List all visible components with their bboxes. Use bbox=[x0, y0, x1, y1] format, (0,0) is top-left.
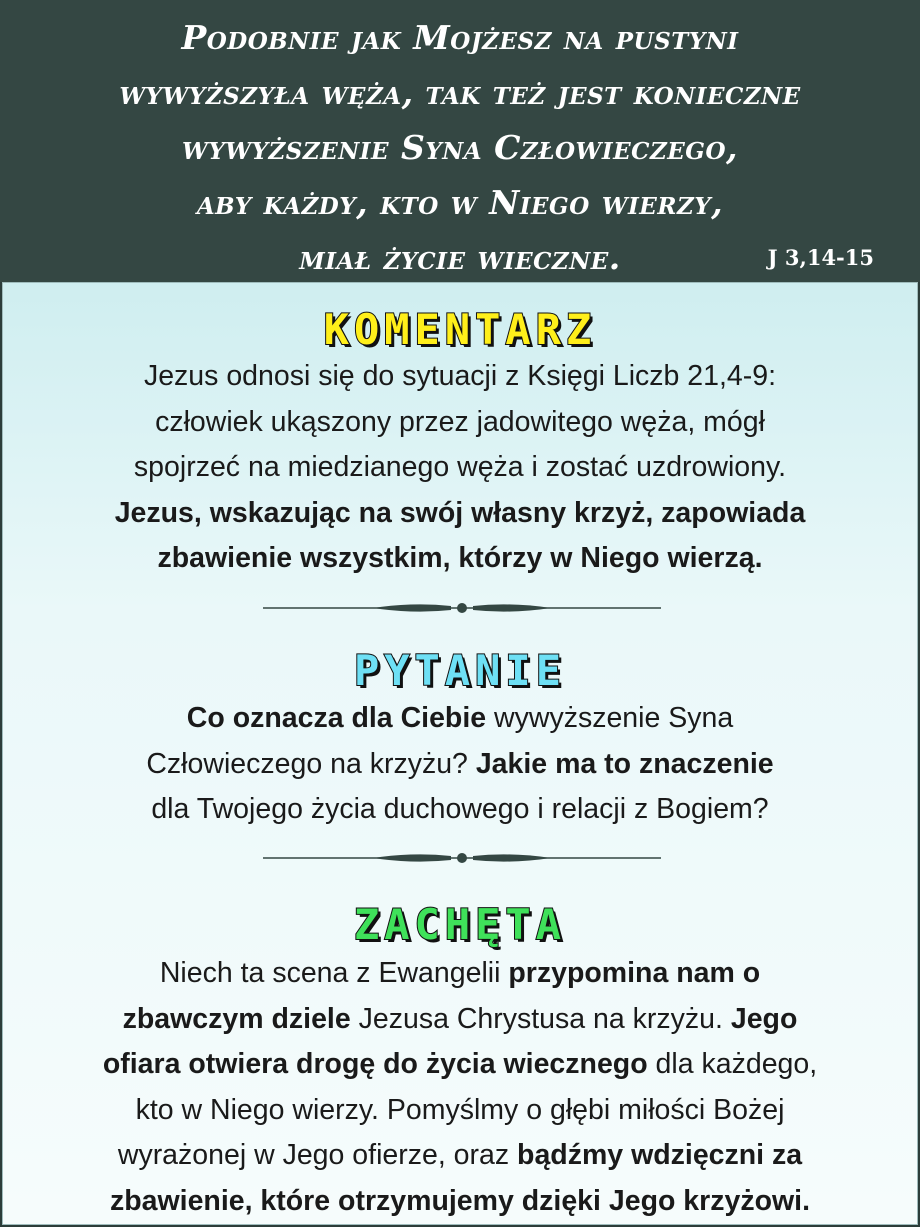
pytanie-line: Człowieczego na krzyżu? Jakie ma to znaczenie bbox=[146, 747, 774, 780]
komentarz-line-bold: zbawienie wszystkim, którzy w Niego wierzą. bbox=[157, 542, 763, 574]
komentarz-line-bold: Jezus, wskazując na swój własny krzyż, zapowiada bbox=[114, 496, 806, 529]
zacheta-line: kto w Niego wierzy. Pomyślmy o głębi miłości Bożej bbox=[135, 1093, 785, 1126]
zacheta-title: ZACHĘTA bbox=[353, 900, 566, 949]
ornamental-divider bbox=[263, 848, 661, 868]
scripture-reference: J 3,14-15 bbox=[767, 245, 874, 270]
zacheta-line: wyrażonej w Jego ofierze, oraz bądźmy wdzięczni za bbox=[117, 1139, 803, 1171]
zacheta-text bbox=[23, 951, 897, 1224]
pytanie-text bbox=[23, 696, 897, 833]
pytanie-line: dla Twojego życia duchowego i relacji z Bogiem? bbox=[151, 793, 769, 825]
komentarz-line: człowiek ukąszony przez jadowitego węża, mógł bbox=[155, 405, 765, 438]
quote-line: aby każdy, kto w Niego wierzy, bbox=[196, 183, 724, 222]
scripture-header bbox=[0, 0, 920, 282]
quote-line: Podobnie jak Mojżesz na pustyni bbox=[181, 18, 739, 57]
zacheta-line: Niech ta scena z Ewangelii przypomina nam o bbox=[159, 957, 761, 989]
komentarz-line: Jezus odnosi się do sytuacji z Księgi Liczb 21,4-9: bbox=[143, 360, 777, 392]
ornamental-divider bbox=[263, 598, 661, 618]
komentarz-title: KOMENTARZ bbox=[323, 305, 597, 354]
quote-line: wywyższyła węża, tak też jest konieczne bbox=[119, 73, 801, 112]
content-panel bbox=[2, 282, 918, 1225]
pytanie-line: Co oznacza dla Ciebie wywyższenie Syna bbox=[186, 702, 734, 734]
komentarz-line: spojrzeć na miedzianego węża i zostać uzdrowiony. bbox=[133, 451, 787, 483]
zacheta-line: zbawczym dziele Jezusa Chrystusa na krzyżu. Jego bbox=[122, 1002, 798, 1035]
komentarz-text bbox=[23, 354, 897, 582]
quote-line: miał życie wieczne. bbox=[299, 238, 621, 277]
quote-line: wywyższenie Syna Człowieczego, bbox=[182, 128, 738, 167]
zacheta-line: ofiara otwiera drogę do życia wiecznego dla każdego, bbox=[102, 1048, 818, 1080]
zacheta-line-bold: zbawienie, które otrzymujemy dzięki Jego krzyżowi. bbox=[109, 1184, 811, 1217]
pytanie-title: PYTANIE bbox=[353, 646, 566, 695]
scripture-quote bbox=[20, 10, 900, 285]
